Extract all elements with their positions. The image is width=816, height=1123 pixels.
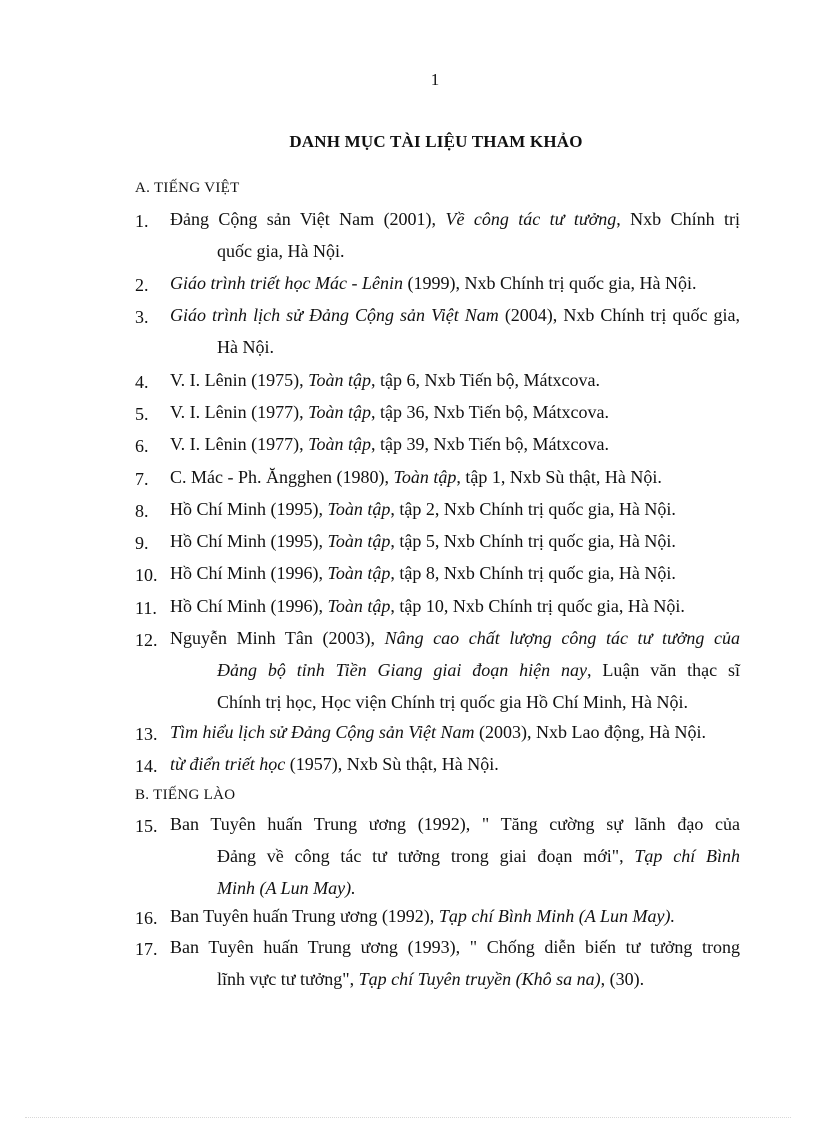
reference-title-italic: Toàn tập	[393, 467, 457, 487]
reference-item	[135, 590, 740, 622]
reference-text-run: , Nxb Chính trị	[616, 209, 740, 229]
reference-number: 6.	[135, 436, 149, 456]
reference-item	[135, 364, 740, 396]
reference-item	[135, 461, 740, 493]
section-heading-lao: B. TIẾNG LÀO	[135, 787, 236, 803]
reference-text-run: , (30).	[600, 969, 645, 989]
reference-text-run: (2004), Nxb Chính trị quốc gia,	[498, 305, 740, 325]
reference-line	[170, 900, 740, 932]
reference-line	[170, 428, 740, 460]
reference-title-italic: Toàn tập	[308, 370, 372, 390]
reference-text	[170, 525, 740, 557]
reference-line	[170, 267, 740, 299]
reference-line	[170, 590, 740, 622]
reference-text-run: , tập 1, Nxb Sù thật, Hà Nội.	[456, 467, 662, 487]
reference-text	[170, 931, 740, 995]
reference-number: 12.	[135, 630, 158, 650]
reference-line	[170, 622, 740, 654]
reference-text-run: , tập 36, Nxb Tiến bộ, Mátxcova.	[371, 402, 610, 422]
reference-title-italic: Tạp chí Bình Minh (A Lun May).	[438, 906, 675, 926]
reference-text	[170, 428, 740, 460]
reference-text	[170, 716, 740, 748]
section-heading-vietnamese: A. TIẾNG VIỆT	[135, 180, 240, 196]
reference-number: 5.	[135, 404, 149, 424]
reference-title-italic: Toàn tập	[327, 499, 391, 519]
reference-text-run: V. I. Lênin (1977),	[170, 434, 309, 454]
reference-title-italic: Tạp chí Tuyên truyền (Khô sa na)	[358, 969, 601, 989]
reference-title-italic: Toàn tập	[327, 563, 391, 583]
reference-title-italic: Toàn tập	[308, 402, 372, 422]
reference-text	[170, 396, 740, 428]
reference-text-run: C. Mác - Ph. Ăngghen (1980),	[170, 467, 394, 487]
reference-text-run: , tập 5, Nxb Chính trị quốc gia, Hà Nội.	[390, 531, 676, 551]
reference-text-run: (1999), Nxb Chính trị quốc gia, Hà Nội.	[402, 273, 697, 293]
reference-text-run: , tập 10, Nxb Chính trị quốc gia, Hà Nội.	[390, 596, 685, 616]
reference-line	[170, 557, 740, 589]
reference-title-italic: Minh (A Lun May).	[217, 878, 356, 898]
reference-text	[170, 622, 740, 718]
reference-line	[170, 299, 740, 331]
reference-text	[170, 748, 740, 780]
reference-text	[170, 267, 740, 299]
reference-line	[170, 748, 740, 780]
reference-text	[170, 203, 740, 267]
reference-text	[170, 461, 740, 493]
reference-line	[170, 461, 740, 493]
document-title: DANH MỤC TÀI LIỆU THAM KHẢO	[289, 132, 583, 151]
reference-text-run: , tập 39, Nxb Tiến bộ, Mátxcova.	[371, 434, 610, 454]
reference-title-italic: Giáo trình lịch sử Đảng Cộng sản Việt Nam	[170, 305, 499, 325]
reference-number: 1.	[135, 211, 149, 231]
reference-item	[135, 900, 740, 932]
reference-text	[170, 900, 740, 932]
reference-text-run: quốc gia, Hà Nội.	[217, 241, 345, 261]
reference-continuation-line	[170, 235, 740, 267]
reference-title-italic: Toàn tập	[327, 531, 391, 551]
reference-line	[170, 716, 740, 748]
reference-title-italic: Tạp chí Bình	[634, 846, 740, 866]
reference-text-run: Đảng Cộng sản Việt Nam (2001),	[170, 209, 446, 229]
reference-continuation-line	[170, 840, 740, 872]
reference-title-italic: Nâng cao chất lượng công tác tư tưởng của	[384, 628, 740, 648]
reference-item	[135, 525, 740, 557]
reference-title-italic: Đảng bộ tỉnh Tiền Giang giai đoạn hiện nay	[217, 660, 588, 680]
reference-title-italic: Toàn tập	[327, 596, 391, 616]
reference-text-run: Hà Nội.	[217, 337, 274, 357]
reference-item	[135, 748, 740, 780]
reference-text	[170, 808, 740, 904]
reference-number: 7.	[135, 469, 149, 489]
reference-text-run: Ban Tuyên huấn Trung ương (1992),	[170, 906, 439, 926]
reference-title-italic: Tìm hiểu lịch sử Đảng Cộng sản Việt Nam	[170, 722, 475, 742]
reference-item	[135, 299, 740, 363]
reference-item	[135, 557, 740, 589]
reference-continuation-line	[170, 331, 740, 363]
reference-text-run: Hồ Chí Minh (1996),	[170, 563, 328, 583]
reference-number: 4.	[135, 372, 149, 392]
reference-item	[135, 493, 740, 525]
reference-text-run: (2003), Nxb Lao động, Hà Nội.	[474, 722, 706, 742]
reference-text-run: , tập 6, Nxb Tiến bộ, Mátxcova.	[371, 370, 601, 390]
reference-text	[170, 557, 740, 589]
reference-number: 16.	[135, 908, 158, 928]
reference-text-run: Ban Tuyên huấn Trung ương (1993), " Chống diễn biến tư tưởng trong	[170, 937, 740, 957]
reference-line	[170, 525, 740, 557]
reference-item	[135, 931, 740, 995]
reference-item	[135, 396, 740, 428]
reference-text	[170, 299, 740, 363]
reference-text-run: lĩnh vực tư tưởng",	[217, 969, 359, 989]
reference-item	[135, 203, 740, 267]
reference-text	[170, 493, 740, 525]
reference-line	[170, 931, 740, 963]
reference-number: 14.	[135, 756, 158, 776]
reference-text-run: Đảng về công tác tư tưởng trong giai đoạn mới",	[217, 846, 635, 866]
reference-line	[170, 364, 740, 396]
reference-item	[135, 716, 740, 748]
bottom-dotted-rule	[25, 1117, 791, 1118]
reference-text-run: Hồ Chí Minh (1995),	[170, 531, 328, 551]
reference-number: 15.	[135, 816, 158, 836]
reference-item	[135, 808, 740, 904]
reference-line	[170, 493, 740, 525]
reference-title-italic: từ điển triết học	[170, 754, 286, 774]
reference-number: 3.	[135, 307, 149, 327]
reference-title-italic: Về công tác tư tưởng	[445, 209, 617, 229]
reference-text	[170, 364, 740, 396]
reference-text-run: V. I. Lênin (1977),	[170, 402, 309, 422]
reference-item	[135, 428, 740, 460]
reference-text-run: Hồ Chí Minh (1996),	[170, 596, 328, 616]
reference-number: 2.	[135, 275, 149, 295]
reference-text-run: Hồ Chí Minh (1995),	[170, 499, 328, 519]
reference-number: 13.	[135, 724, 158, 744]
reference-text-run: Nguyễn Minh Tân (2003),	[170, 628, 385, 648]
reference-number: 11.	[135, 598, 157, 618]
reference-title-italic: Giáo trình triết học Mác - Lênin	[170, 273, 403, 293]
reference-item	[135, 622, 740, 718]
reference-line	[170, 203, 740, 235]
reference-number: 10.	[135, 565, 158, 585]
reference-continuation-line	[170, 963, 740, 995]
reference-text	[170, 590, 740, 622]
reference-item	[135, 267, 740, 299]
reference-number: 17.	[135, 939, 158, 959]
reference-line	[170, 396, 740, 428]
reference-text-run: Ban Tuyên huấn Trung ương (1992), " Tăng cường sự lãnh đạo của	[170, 814, 740, 834]
reference-text-run: , Luận văn thạc sĩ	[587, 660, 740, 680]
reference-line	[170, 808, 740, 840]
reference-continuation-line	[170, 686, 740, 718]
reference-text-run: (1957), Nxb Sù thật, Hà Nội.	[285, 754, 499, 774]
reference-text-run: , tập 2, Nxb Chính trị quốc gia, Hà Nội.	[390, 499, 676, 519]
reference-text-run: , tập 8, Nxb Chính trị quốc gia, Hà Nội.	[390, 563, 676, 583]
reference-number: 9.	[135, 533, 149, 553]
reference-continuation-line	[170, 654, 740, 686]
reference-text-run: Chính trị học, Học viện Chính trị quốc gia Hồ Chí Minh, Hà Nội.	[217, 692, 688, 712]
reference-title-italic: Toàn tập	[308, 434, 372, 454]
page-number: 1	[430, 70, 440, 89]
reference-text-run: V. I. Lênin (1975),	[170, 370, 309, 390]
reference-number: 8.	[135, 501, 149, 521]
